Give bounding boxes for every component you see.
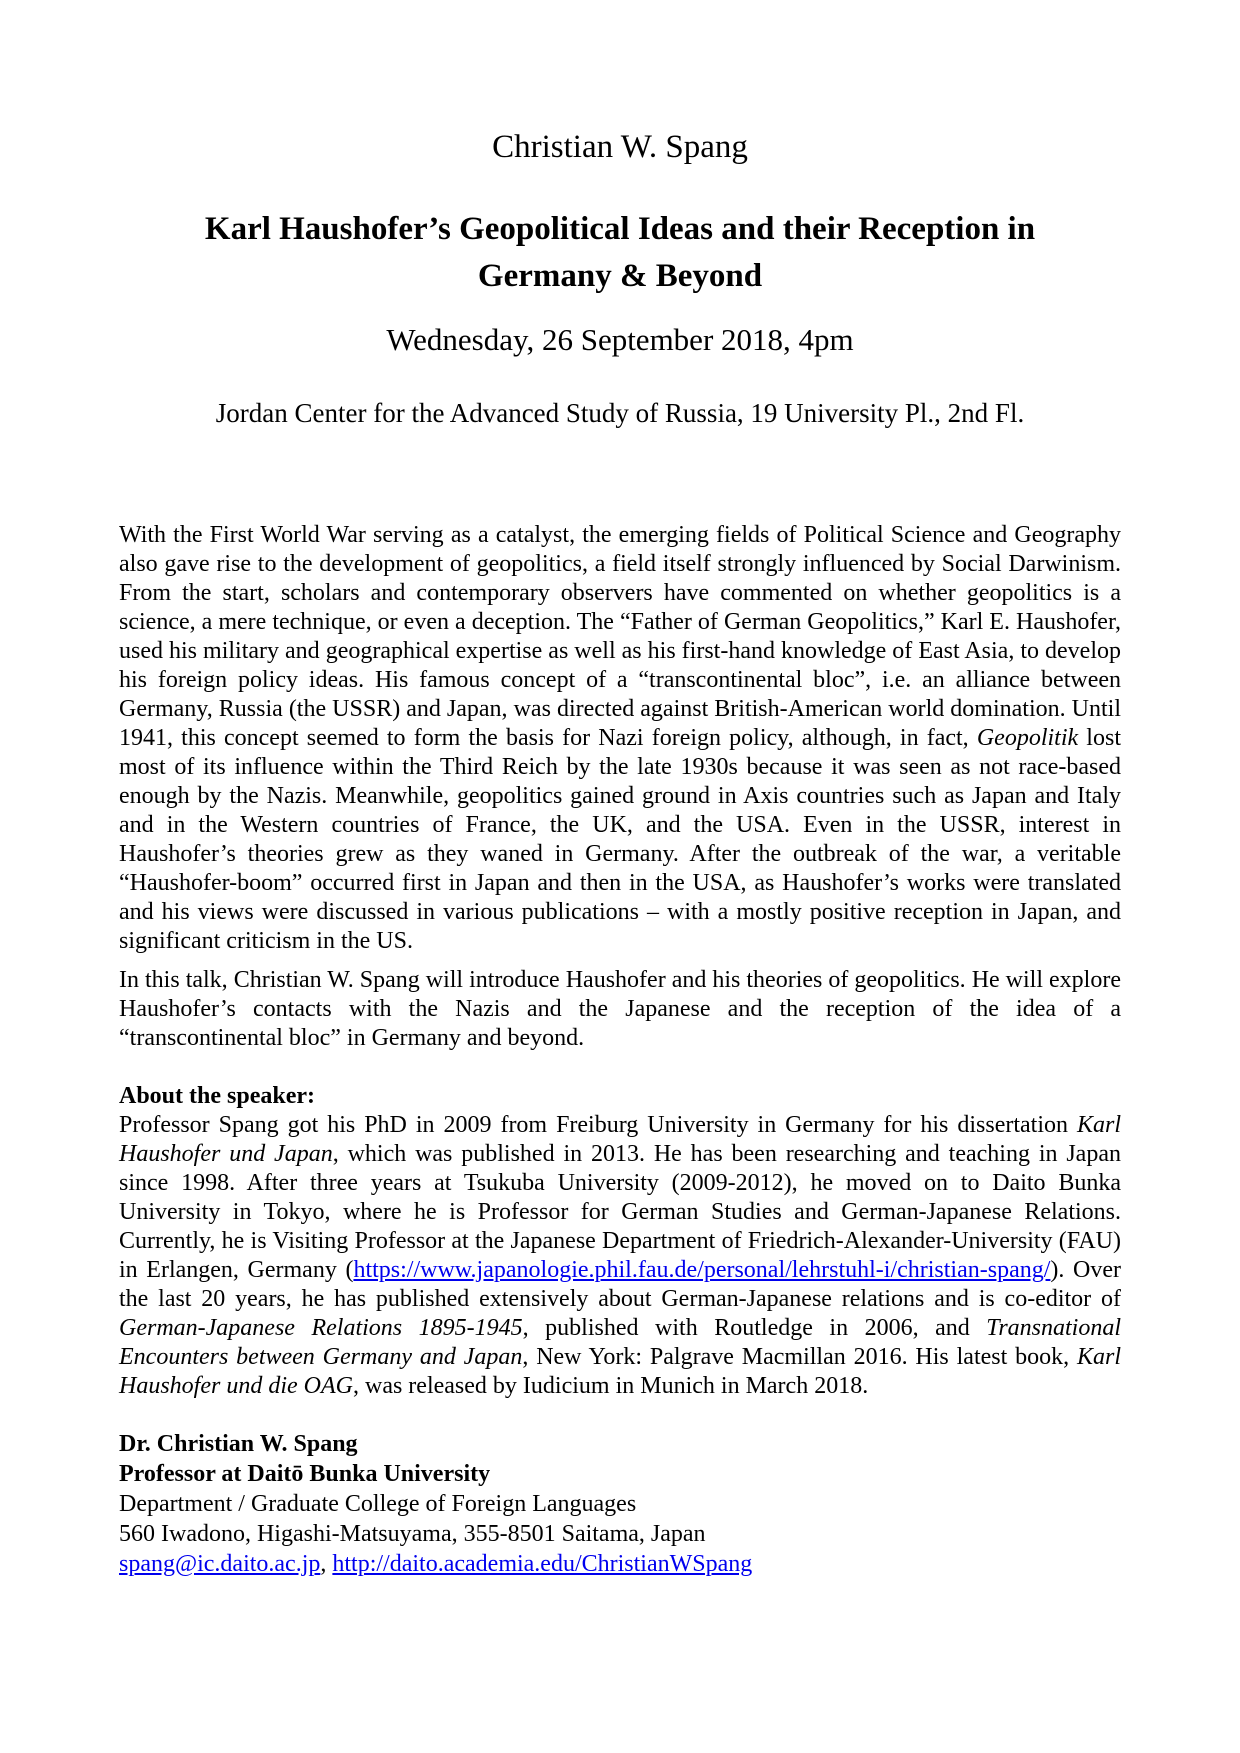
text-segment: ,	[320, 1551, 333, 1577]
abstract-paragraph-1	[119, 521, 1121, 956]
contact-job-title: Professor at Daitō Bunka University	[119, 1461, 491, 1487]
text-segment: ). Over the last 20 years, he has published extensively about German-Japanese relations and is co-editor of	[119, 1257, 1121, 1312]
text-segment: Karl Haushofer und die OAG	[119, 1344, 1122, 1399]
text-segment: Karl Haushofer und Japan	[119, 1112, 1121, 1167]
contact-links-line	[119, 1549, 1121, 1579]
fau-profile-link[interactable]: https://www.japanologie.phil.fau.de/personal/lehrstuhl-i/christian-spang/	[353, 1257, 1051, 1283]
contact-name: Dr. Christian W. Spang	[119, 1431, 358, 1457]
academia-link[interactable]: http://daito.academia.edu/ChristianWSpang	[332, 1551, 753, 1577]
text-segment: , was released by Iudicium in Munich in March 2018.	[352, 1373, 869, 1399]
text-segment: Transnational Encounters between Germany and Japan	[119, 1315, 1122, 1370]
abstract-paragraph-2	[119, 966, 1121, 1053]
venue: Jordan Center for the Advanced Study of Russia, 19 University Pl., 2nd Fl.	[215, 398, 1025, 428]
talk-datetime: Wednesday, 26 September 2018, 4pm	[386, 322, 854, 357]
talk-title	[119, 206, 1121, 300]
text-segment: , which was published in 2013. He has been researching and teaching in Japan since 1998. After three years at Tsukuba University (2009-2012), he moved on to Daito Bunka University in Tokyo, where he is Professor for German Studies and German-Japanese Relations. Currently, he is Visiting Professor at the Japanese Department of Friedrich-Alexander-University (FAU) in Erlangen, Germany (	[119, 1141, 1121, 1283]
text-segment: lost most of its influence within the Third Reich by the late 1930s because it was seen as not race-based enough by the Nazis. Meanwhile, geopolitics gained ground in Axis countries such as Japan and Italy and in the Western countries of France, the UK, and the USA. Even in the USSR, interest in Haushofer’s theories grew as they waned in Germany. After the outbreak of the war, a veritable “Haushofer-boom” occurred first in Japan and then in the USA, as Haushofer’s works were translated and his views were discussed in various publications – with a mostly positive reception in Japan, and significant criticism in the US.	[119, 725, 1121, 954]
text-segment: Professor Spang got his PhD in 2009 from Freiburg University in Germany for his dissertation	[119, 1112, 1077, 1138]
speaker-bio-paragraph	[119, 1111, 1121, 1401]
text-segment: Geopolitik	[976, 725, 1079, 751]
email-link[interactable]: spang@ic.daito.ac.jp	[119, 1551, 321, 1577]
talk-title-line-1: Karl Haushofer’s Geopolitical Ideas and their Reception in	[204, 211, 1036, 247]
text-segment: , published with Routledge in 2006, and	[522, 1315, 987, 1341]
text-segment: In this talk, Christian W. Spang will introduce Haushofer and his theories of geopolitics. He will explore Haushofer’s contacts with the Nazis and the Japanese and the reception of the idea of a “transcontinental bloc” in Germany and beyond.	[119, 967, 1121, 1051]
contact-address: 560 Iwadono, Higashi-Matsuyama, 355-8501 Saitama, Japan	[119, 1521, 706, 1547]
author-name: Christian W. Spang	[492, 129, 748, 165]
contact-block	[119, 1429, 1121, 1579]
talk-title-line-2: Germany & Beyond	[477, 258, 763, 294]
text-segment: German-Japanese Relations 1895-1945	[119, 1315, 523, 1341]
about-speaker-heading: About the speaker:	[119, 1083, 315, 1109]
text-segment: With the First World War serving as a catalyst, the emerging fields of Political Science and Geography also gave rise to the development of geopolitics, a field itself strongly influenced by Social Darwinism. From the start, scholars and contemporary observers have commented on whether geopolitics is a science, a mere technique, or even a deception. The “Father of German Geopolitics,” Karl E. Haushofer, used his military and geographical expertise as well as his first-hand knowledge of East Asia, to develop his foreign policy ideas. His famous concept of a “transcontinental bloc”, i.e. an alliance between Germany, Russia (the USSR) and Japan, was directed against British-American world domination. Until 1941, this concept seemed to form the basis for Nazi foreign policy, although, in fact,	[119, 522, 1121, 751]
text-segment: , New York: Palgrave Macmillan 2016. His latest book,	[522, 1344, 1077, 1370]
contact-department: Department / Graduate College of Foreign Languages	[119, 1491, 637, 1517]
